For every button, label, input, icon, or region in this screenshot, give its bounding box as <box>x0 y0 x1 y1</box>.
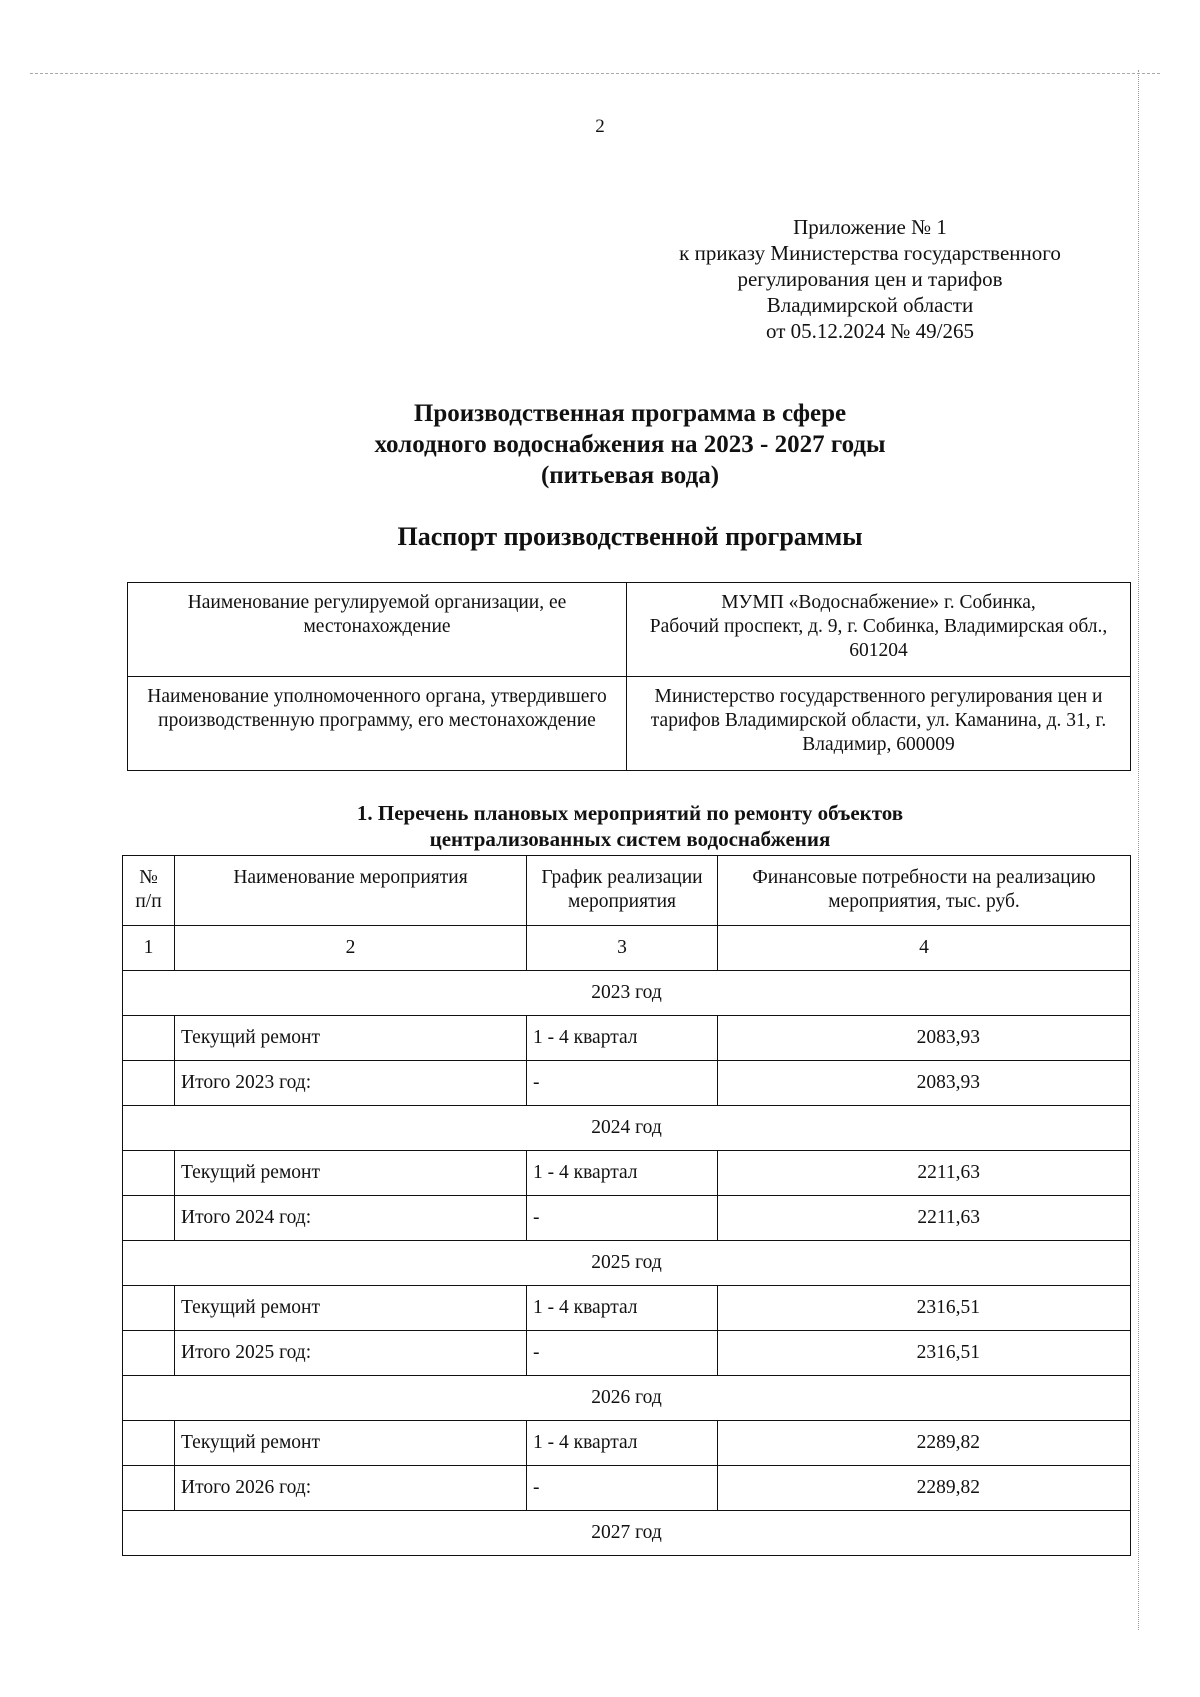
activity-amount: 2083,93 <box>718 1016 1131 1061</box>
appendix-line: к приказу Министерства государственного <box>679 241 1061 265</box>
appendix-line: Приложение № 1 <box>793 215 947 239</box>
page-number: 2 <box>595 116 605 137</box>
appendix-line: от 05.12.2024 № 49/265 <box>765 319 975 343</box>
table-row-total <box>123 1196 1131 1241</box>
table-row <box>123 1286 1131 1331</box>
header-number: № п/п <box>123 856 175 926</box>
year-row <box>123 1376 1131 1421</box>
title-line: холодного водоснабжения на 2023 - 2027 годы <box>374 431 886 458</box>
header-activity: Наименование мероприятия <box>175 856 527 926</box>
table-row-total <box>123 1466 1131 1511</box>
passport-row-organization <box>128 583 1131 677</box>
activity-name: Текущий ремонт <box>175 1151 527 1196</box>
table-header-row <box>123 856 1131 926</box>
year-label: 2024 год <box>123 1106 1131 1151</box>
row-number <box>123 1016 175 1061</box>
row-number <box>123 1061 175 1106</box>
authority-value: Министерство государственного регулирования цен и тарифов Владимирской области, ул. Каманина, д. 31, г. Владимир, 600009 <box>627 677 1131 771</box>
total-name: Итого 2025 год: <box>175 1331 527 1376</box>
passport-row-authority <box>128 677 1131 771</box>
total-amount: 2289,82 <box>718 1466 1131 1511</box>
organization-label: Наименование регулируемой организации, ее местонахождение <box>128 583 627 677</box>
row-number <box>123 1466 175 1511</box>
activity-schedule: 1 - 4 квартал <box>527 1421 718 1466</box>
total-name: Итого 2026 год: <box>175 1466 527 1511</box>
total-name: Итого 2024 год: <box>175 1196 527 1241</box>
activity-name: Текущий ремонт <box>175 1421 527 1466</box>
total-amount: 2316,51 <box>718 1331 1131 1376</box>
authority-label: Наименование уполномоченного органа, утвердившего производственную программу, его местонахождение <box>128 677 627 771</box>
total-amount: 2211,63 <box>718 1196 1131 1241</box>
row-number <box>123 1196 175 1241</box>
appendix-line: Владимирской области <box>766 293 974 317</box>
appendix-block <box>620 214 1120 344</box>
section-heading-line: централизованных систем водоснабжения <box>429 827 831 851</box>
header-schedule: График реализации мероприятия <box>527 856 718 926</box>
appendix-line: регулирования цен и тарифов <box>737 267 1003 291</box>
total-name: Итого 2023 год: <box>175 1061 527 1106</box>
year-row <box>123 971 1131 1016</box>
activity-amount: 2289,82 <box>718 1421 1131 1466</box>
column-numbers-row <box>123 926 1131 971</box>
year-row <box>123 1511 1131 1556</box>
total-schedule: - <box>527 1196 718 1241</box>
year-label: 2025 год <box>123 1241 1131 1286</box>
scan-edge-top <box>30 73 1160 75</box>
total-schedule: - <box>527 1466 718 1511</box>
activity-schedule: 1 - 4 квартал <box>527 1286 718 1331</box>
year-row <box>123 1241 1131 1286</box>
table-row <box>123 1016 1131 1061</box>
organization-value <box>627 583 1131 677</box>
passport-heading: Паспорт производственной программы <box>397 522 863 551</box>
year-label: 2023 год <box>123 971 1131 1016</box>
document-title <box>250 398 1010 491</box>
organization-address: Рабочий проспект, д. 9, г. Собинка, Владимирская обл., 601204 <box>649 616 1108 661</box>
scan-edge-right <box>1138 70 1141 1630</box>
row-number <box>123 1151 175 1196</box>
column-number: 3 <box>527 926 718 971</box>
activity-schedule: 1 - 4 квартал <box>527 1151 718 1196</box>
organization-name: МУМП «Водоснабжение» г. Собинка, <box>721 592 1036 613</box>
year-label: 2027 год <box>123 1511 1131 1556</box>
total-amount: 2083,93 <box>718 1061 1131 1106</box>
section-1-heading <box>250 800 1010 852</box>
table-row-total <box>123 1061 1131 1106</box>
activity-name: Текущий ремонт <box>175 1286 527 1331</box>
year-row <box>123 1106 1131 1151</box>
title-line: Производственная программа в сфере <box>413 400 847 427</box>
total-schedule: - <box>527 1061 718 1106</box>
repair-plan-table <box>122 855 1131 1556</box>
table-row <box>123 1421 1131 1466</box>
table-row-total <box>123 1331 1131 1376</box>
passport-table <box>127 582 1131 771</box>
section-heading-line: 1. Перечень плановых мероприятий по ремонту объектов <box>356 801 904 825</box>
header-financing: Финансовые потребности на реализацию мероприятия, тыс. руб. <box>718 856 1131 926</box>
total-schedule: - <box>527 1331 718 1376</box>
column-number: 1 <box>123 926 175 971</box>
activity-name: Текущий ремонт <box>175 1016 527 1061</box>
activity-amount: 2316,51 <box>718 1286 1131 1331</box>
row-number <box>123 1331 175 1376</box>
row-number <box>123 1286 175 1331</box>
activity-amount: 2211,63 <box>718 1151 1131 1196</box>
table-row <box>123 1151 1131 1196</box>
row-number <box>123 1421 175 1466</box>
activity-schedule: 1 - 4 квартал <box>527 1016 718 1061</box>
title-line: (питьевая вода) <box>540 462 720 489</box>
column-number: 2 <box>175 926 527 971</box>
column-number: 4 <box>718 926 1131 971</box>
year-label: 2026 год <box>123 1376 1131 1421</box>
